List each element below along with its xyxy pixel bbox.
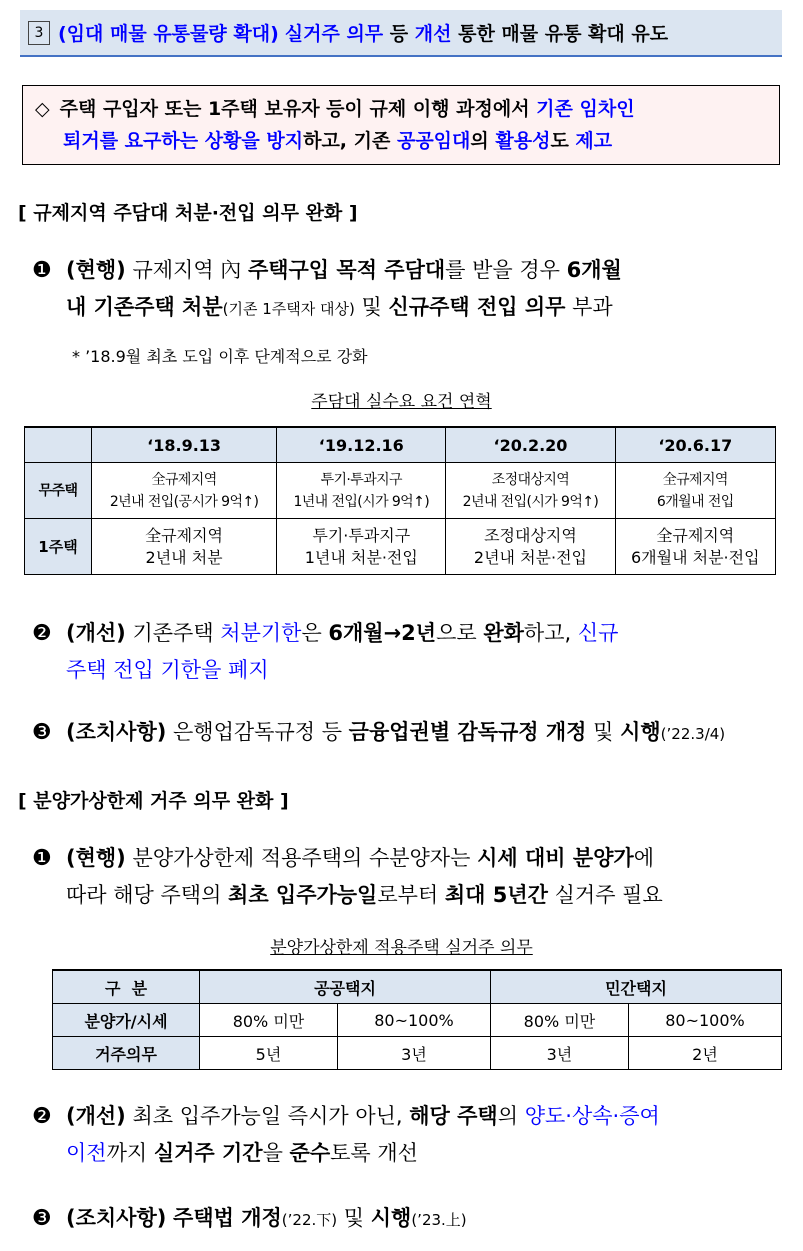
para-text: 의 <box>497 1104 525 1128</box>
summary-highlight: 기존 임차인 <box>536 98 635 120</box>
para-emphasis: 준수 <box>289 1141 331 1165</box>
para-emphasis: 최대 5년간 <box>444 883 548 907</box>
cell-line: 6개월내 처분·전입 <box>631 547 760 567</box>
para-text: 로부터 <box>377 883 445 907</box>
table1-caption: 주담대 실수요 요건 연혁 <box>311 392 492 412</box>
para-small: (기존 1주택자 대상) <box>222 300 355 318</box>
number-1-icon: ❶ <box>32 258 52 283</box>
row-header: 무주택 <box>25 463 92 519</box>
para-small: (’22.3/4) <box>660 725 726 743</box>
para-highlight: 신규 <box>577 621 619 645</box>
table-header-cell: ‘20.6.17 <box>615 427 775 463</box>
cell-line: 全규제지역 <box>151 471 217 488</box>
cell-line: 2년내 전입(공시가 9억↑) <box>109 493 259 510</box>
para-text: 은 <box>301 621 329 645</box>
table-row <box>25 463 776 519</box>
section1-title: [ 규제지역 주담대 처분·전입 의무 완화 ] <box>18 202 358 224</box>
summary-text: 의 <box>470 130 496 152</box>
table-header-cell <box>25 427 92 463</box>
table-cell <box>615 519 775 575</box>
para-text: 및 <box>337 1206 371 1230</box>
table-cell: 80% 미만 <box>490 1004 628 1037</box>
row-header: 1주택 <box>25 519 92 575</box>
table-cell: 80~100% <box>628 1004 781 1037</box>
residence-obligation-table <box>52 969 782 1070</box>
summary-highlight: 제고 <box>575 130 613 152</box>
para-emphasis: 6개월→2년 <box>328 621 437 645</box>
table-cell: 3년 <box>490 1037 628 1070</box>
para-emphasis: 주택구입 목적 주담대 <box>247 258 446 282</box>
para-text: 및 <box>586 720 621 744</box>
table-row <box>53 1037 782 1070</box>
table-cell <box>92 463 277 519</box>
para-highlight: 주택 전입 기한을 폐지 <box>66 658 269 682</box>
para-label: (현행) <box>66 846 126 870</box>
table-cell <box>615 463 775 519</box>
summary-line-2 <box>35 125 779 157</box>
para-text: 토록 개선 <box>330 1141 418 1165</box>
para-emphasis: 실거주 기간 <box>153 1141 263 1165</box>
para-emphasis: 시행 <box>620 720 661 744</box>
heading-prefix: (임대 매물 유통물량 확대) <box>58 23 279 45</box>
table-cell <box>446 463 615 519</box>
para-emphasis: 해당 주택 <box>409 1104 498 1128</box>
para-text: 은행업감독규정 등 <box>166 720 349 744</box>
table-cell: 80% 미만 <box>200 1004 338 1037</box>
table-cell: 5년 <box>200 1037 338 1070</box>
heading-keyword: 개선 <box>414 23 452 45</box>
summary-line-1 <box>35 93 779 125</box>
table-header-cell: 구 분 <box>53 970 200 1004</box>
number-2-icon: ❷ <box>32 621 52 646</box>
table-cell: 80~100% <box>337 1004 490 1037</box>
para-emphasis: 신규주택 전입 의무 <box>388 295 566 319</box>
cell-line: 全규제지역 <box>662 471 728 488</box>
heading-suffix: 통한 매물 유통 확대 유도 <box>451 23 669 45</box>
table-cell: 2년 <box>628 1037 781 1070</box>
section2-title: [ 분양가상한제 거주 의무 완화 ] <box>18 790 289 812</box>
number-3-icon: ❸ <box>32 1206 52 1231</box>
para-label: (현행) <box>66 258 126 282</box>
para-text: 및 <box>354 295 389 319</box>
para-text: 기존주택 <box>125 621 221 645</box>
para-text: 실거주 필요 <box>547 883 663 907</box>
cell-line: 全규제지역 <box>145 525 223 545</box>
para-emphasis: 완화 <box>483 621 524 645</box>
cell-line: 6개월내 전입 <box>656 493 734 510</box>
summary-highlight: 퇴거를 요구하는 상황을 방지 <box>63 130 304 152</box>
summary-highlight: 공공임대 <box>396 130 471 152</box>
number-3-icon: ❸ <box>32 720 52 745</box>
table-header-row <box>53 970 782 1004</box>
para-emphasis: 주택법 개정 <box>173 1206 282 1230</box>
table-header-cell: 민간택지 <box>490 970 781 1004</box>
row-header: 분양가/시세 <box>53 1004 200 1037</box>
number-1-icon: ❶ <box>32 846 52 871</box>
cell-line: 투기·투과지구 <box>312 525 411 545</box>
heading-mid: 등 <box>383 23 415 45</box>
summary-text: 하고, 기존 <box>303 130 397 152</box>
section2-para2 <box>32 1098 660 1171</box>
para-emphasis: 최초 입주가능일 <box>228 883 378 907</box>
cell-line: 투기·투과지구 <box>320 471 402 488</box>
section1-para2 <box>32 615 618 688</box>
table-header-cell: ‘18.9.13 <box>92 427 277 463</box>
diamond-bullet-icon: ◇ <box>35 98 50 120</box>
para-label: (조치사항) <box>66 720 167 744</box>
table-row <box>25 519 776 575</box>
cell-line: 全규제지역 <box>656 525 735 545</box>
para-small: (’23.上) <box>411 1211 467 1229</box>
table-cell <box>277 463 446 519</box>
para-label: (개선) <box>66 1104 126 1128</box>
table-cell <box>446 519 615 575</box>
summary-text: 주택 구입자 또는 1주택 보유자 등이 규제 이행 과정에서 <box>59 98 537 120</box>
section-heading <box>20 10 782 57</box>
table2-caption: 분양가상한제 적용주택 실거주 의무 <box>270 938 533 958</box>
para-text: 부과 <box>565 295 613 319</box>
table-header-row <box>25 427 776 463</box>
cell-line: 1년내 전입(시가 9억↑) <box>293 493 430 510</box>
para-text: 까지 <box>106 1141 154 1165</box>
para-text: 으로 <box>436 621 484 645</box>
table-header-cell: 공공택지 <box>200 970 491 1004</box>
para-text: 하고, <box>523 621 578 645</box>
section1-footnote: * ’18.9월 최초 도입 이후 단계적으로 강화 <box>72 347 368 366</box>
para-label: (개선) <box>66 621 126 645</box>
section1-para3 <box>32 714 725 752</box>
table-cell: 3년 <box>337 1037 490 1070</box>
para-highlight: 이전 <box>66 1141 107 1165</box>
para-emphasis: 6개월 <box>566 258 622 282</box>
para-emphasis: 금융업권별 감독규정 개정 <box>348 720 587 744</box>
para-label: (조치사항) <box>66 1206 167 1230</box>
cell-line: 2년내 전입(시가 9억↑) <box>462 493 599 510</box>
para-text: 최초 입주가능일 즉시가 아닌, <box>125 1104 410 1128</box>
para-emphasis: 내 기존주택 처분 <box>66 295 223 319</box>
table-header-cell: ‘19.12.16 <box>277 427 446 463</box>
para-emphasis: 시행 <box>370 1206 412 1230</box>
cell-line: 2년내 처분·전입 <box>473 547 588 567</box>
cell-line: 2년내 처분 <box>145 547 223 567</box>
summary-text: 도 <box>550 130 576 152</box>
section1-para1 <box>32 252 622 327</box>
cell-line: 조정대상지역 <box>491 471 570 488</box>
para-text: 분양가상한제 적용주택의 수분양자는 <box>125 846 478 870</box>
para-highlight: 처분기한 <box>220 621 302 645</box>
loan-requirement-table <box>24 426 776 575</box>
table-cell <box>92 519 277 575</box>
table-row <box>53 1004 782 1037</box>
row-header: 거주의무 <box>53 1037 200 1070</box>
para-text: 규제지역 內 <box>125 258 248 282</box>
para-emphasis: 시세 대비 분양가 <box>477 846 634 870</box>
summary-box <box>22 85 780 165</box>
table-cell <box>277 519 446 575</box>
section2-para1 <box>32 840 663 913</box>
para-highlight: 양도·상속·증여 <box>524 1104 660 1128</box>
section2-para3 <box>32 1200 467 1238</box>
cell-line: 1년내 처분·전입 <box>304 547 418 567</box>
cell-line: 조정대상지역 <box>484 525 577 545</box>
summary-highlight: 활용성 <box>495 130 551 152</box>
para-text: 를 받을 경우 <box>445 258 567 282</box>
heading-focus: 실거주 의무 <box>284 23 384 45</box>
para-text: 에 <box>633 846 654 870</box>
section-number-box: 3 <box>28 21 50 45</box>
table-header-cell: ‘20.2.20 <box>446 427 615 463</box>
para-text: 을 <box>262 1141 290 1165</box>
para-small: (’22.下) <box>281 1211 338 1229</box>
number-2-icon: ❷ <box>32 1104 52 1129</box>
para-text: 따라 해당 주택의 <box>66 883 229 907</box>
